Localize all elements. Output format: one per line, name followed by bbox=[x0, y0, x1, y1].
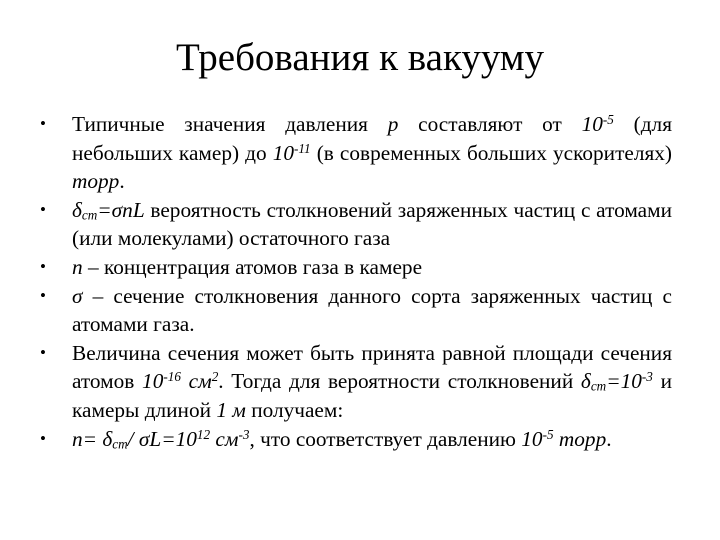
text: . bbox=[606, 426, 612, 451]
bullet-icon: • bbox=[40, 256, 46, 276]
text: вероятность столкновений заряженных частиц с атомами (или молекулами) остаточного газа bbox=[72, 197, 672, 251]
unit-torr: торр bbox=[72, 169, 120, 194]
bullet-result bbox=[40, 425, 672, 454]
unit-cm2: $см^2$ bbox=[188, 369, 219, 394]
bullet-icon: • bbox=[40, 342, 46, 362]
text: и камеры длиной bbox=[72, 369, 672, 422]
chamber-length: 1 м bbox=[216, 397, 246, 422]
value-10-11: $10^{-11}$ bbox=[272, 140, 311, 165]
bullet-cross-section bbox=[40, 282, 672, 339]
bullet-icon: • bbox=[40, 428, 46, 448]
bullet-collision-probability bbox=[40, 196, 672, 253]
formula-n: $n= \delta_{ст}/$ $\sigma L=10^{12}$ $см^{-3}$ bbox=[72, 426, 250, 452]
text: – сечение столкновения данного сорта заряженных частиц с атомами газа. bbox=[72, 283, 672, 337]
formula-delta-value: $\delta_{ст}=10^{-3}$ bbox=[580, 369, 653, 394]
bullet-icon: • bbox=[40, 199, 46, 219]
bullet-concentration bbox=[40, 253, 672, 282]
symbol-p: p bbox=[387, 112, 399, 136]
text: . Тогда для вероятности столкновений bbox=[218, 369, 581, 394]
text: – концентрация атомов газа в камере bbox=[82, 254, 423, 279]
text: получаем: bbox=[245, 397, 344, 422]
bullet-pressure-values bbox=[40, 110, 672, 196]
text: Величина сечения может быть принята равной площади сечения атомов bbox=[72, 340, 672, 394]
text: , что соответствует давлению bbox=[249, 426, 522, 451]
value-10-5: $10^{-5}$ bbox=[581, 111, 614, 136]
text: . bbox=[119, 169, 125, 194]
symbol-sigma: σ bbox=[72, 283, 83, 308]
bullet-list bbox=[40, 110, 672, 453]
slide-title: Требования к вакууму bbox=[175, 36, 545, 79]
text: Типичные значения давления bbox=[72, 112, 388, 136]
text: составляют от bbox=[398, 112, 582, 136]
value-10-5-result: $10^{-5}$ bbox=[521, 426, 554, 451]
unit-torr: торр bbox=[558, 426, 607, 451]
value-10-16: $10^{-16}$ bbox=[142, 369, 181, 394]
text: (в современных больших ускорителях) bbox=[310, 140, 672, 165]
formula-delta: $\delta_{ст}=\sigma nL$ bbox=[72, 197, 145, 223]
bullet-cross-section-value bbox=[40, 339, 672, 425]
text: (для небольших камер) до bbox=[72, 112, 672, 165]
symbol-n: n bbox=[72, 254, 83, 279]
bullet-icon: • bbox=[40, 114, 46, 133]
bullet-icon: • bbox=[40, 285, 46, 305]
